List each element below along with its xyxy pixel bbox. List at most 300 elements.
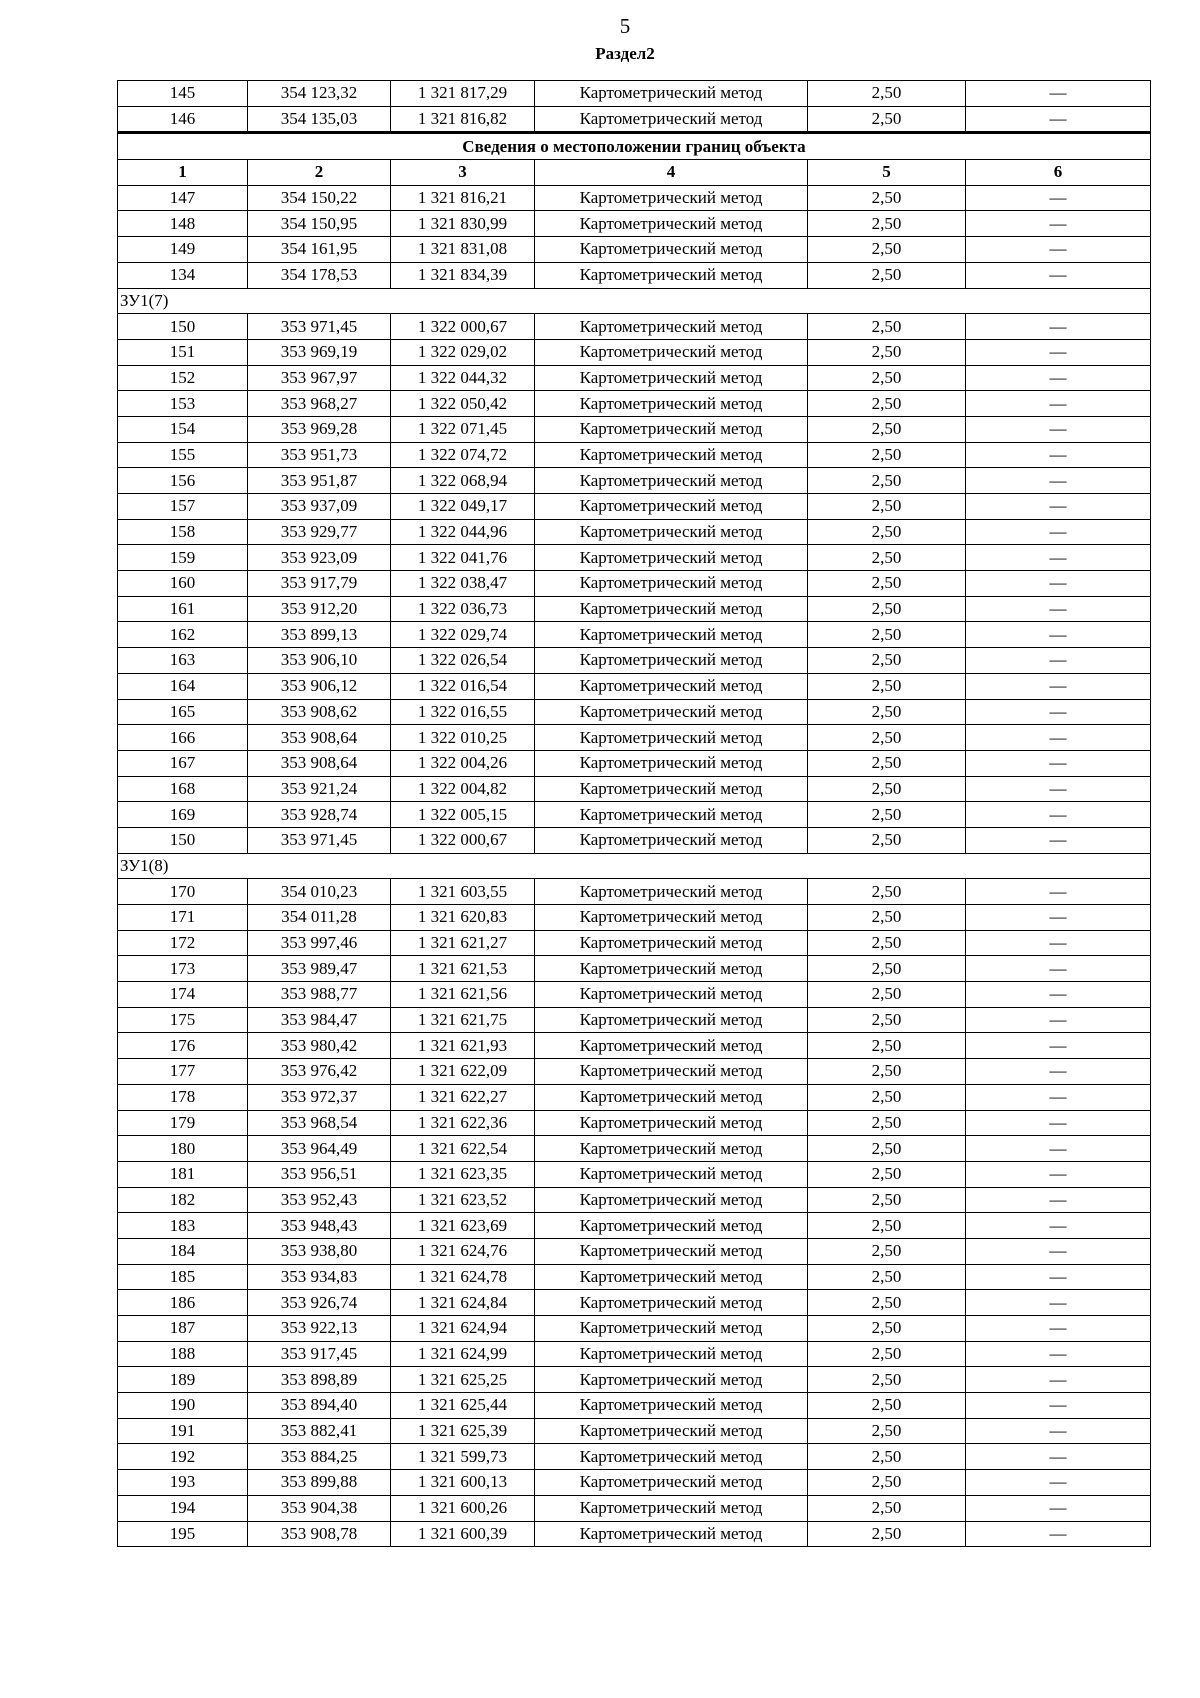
y-coordinate-cell: 1 321 600,39 [391,1521,535,1547]
description-cell: — [966,1393,1151,1419]
accuracy-cell: 2,50 [808,673,966,699]
table-row [118,905,1151,931]
accuracy-cell: 2,50 [808,905,966,931]
accuracy-cell: 2,50 [808,1084,966,1110]
description-cell: — [966,1316,1151,1342]
table-row [118,185,1151,211]
x-coordinate-cell: 353 908,62 [248,699,391,725]
method-cell: Картометрический метод [535,262,808,288]
table-row [118,571,1151,597]
y-coordinate-cell: 1 322 044,32 [391,365,535,391]
accuracy-cell: 2,50 [808,185,966,211]
point-number-cell: 159 [118,545,248,571]
description-cell: — [966,1110,1151,1136]
y-coordinate-cell: 1 321 600,26 [391,1495,535,1521]
table-row [118,1264,1151,1290]
point-number-cell: 150 [118,314,248,340]
method-cell: Картометрический метод [535,622,808,648]
accuracy-cell: 2,50 [808,1213,966,1239]
point-number-cell: 186 [118,1290,248,1316]
y-coordinate-cell: 1 322 029,02 [391,339,535,365]
y-coordinate-cell: 1 321 624,76 [391,1238,535,1264]
y-coordinate-cell: 1 322 038,47 [391,571,535,597]
point-number-cell: 187 [118,1316,248,1342]
x-coordinate-cell: 353 976,42 [248,1059,391,1085]
method-cell: Картометрический метод [535,699,808,725]
x-coordinate-cell: 354 010,23 [248,879,391,905]
y-coordinate-cell: 1 321 817,29 [391,81,535,107]
table-row [118,81,1151,107]
point-number-cell: 174 [118,982,248,1008]
x-coordinate-cell: 353 989,47 [248,956,391,982]
x-coordinate-cell: 353 964,49 [248,1136,391,1162]
section-heading: Сведения о местоположении границ объекта [118,133,1151,160]
x-coordinate-cell: 354 150,22 [248,185,391,211]
description-cell: — [966,1161,1151,1187]
description-cell: — [966,956,1151,982]
table-row [118,237,1151,263]
method-cell: Картометрический метод [535,1084,808,1110]
x-coordinate-cell: 353 984,47 [248,1007,391,1033]
table-row [118,262,1151,288]
y-coordinate-cell: 1 321 625,39 [391,1418,535,1444]
accuracy-cell: 2,50 [808,1238,966,1264]
point-number-cell: 168 [118,776,248,802]
x-coordinate-cell: 353 921,24 [248,776,391,802]
method-cell: Картометрический метод [535,81,808,107]
table-row [118,648,1151,674]
x-coordinate-cell: 353 899,88 [248,1470,391,1496]
accuracy-cell: 2,50 [808,725,966,751]
method-cell: Картометрический метод [535,314,808,340]
y-coordinate-cell: 1 321 816,21 [391,185,535,211]
y-coordinate-cell: 1 322 010,25 [391,725,535,751]
x-coordinate-cell: 353 917,79 [248,571,391,597]
accuracy-cell: 2,50 [808,827,966,853]
description-cell: — [966,442,1151,468]
accuracy-cell: 2,50 [808,1444,966,1470]
x-coordinate-cell: 354 135,03 [248,106,391,133]
y-coordinate-cell: 1 321 622,54 [391,1136,535,1162]
x-coordinate-cell: 353 967,97 [248,365,391,391]
y-coordinate-cell: 1 322 044,96 [391,519,535,545]
description-cell: — [966,81,1151,107]
point-number-cell: 162 [118,622,248,648]
table-row [118,776,1151,802]
y-coordinate-cell: 1 322 016,54 [391,673,535,699]
point-number-cell: 192 [118,1444,248,1470]
description-cell: — [966,802,1151,828]
description-cell: — [966,1007,1151,1033]
accuracy-cell: 2,50 [808,81,966,107]
x-coordinate-cell: 353 899,13 [248,622,391,648]
y-coordinate-cell: 1 322 000,67 [391,827,535,853]
accuracy-cell: 2,50 [808,1393,966,1419]
accuracy-cell: 2,50 [808,1264,966,1290]
point-number-cell: 189 [118,1367,248,1393]
accuracy-cell: 2,50 [808,211,966,237]
x-coordinate-cell: 353 948,43 [248,1213,391,1239]
table-row [118,339,1151,365]
table-row [118,1110,1151,1136]
description-cell: — [966,930,1151,956]
group-label-row [118,288,1151,314]
table-row [118,1521,1151,1547]
description-cell: — [966,185,1151,211]
description-cell: — [966,1367,1151,1393]
x-coordinate-cell: 353 898,89 [248,1367,391,1393]
description-cell: — [966,1418,1151,1444]
column-number-header: 4 [535,160,808,186]
y-coordinate-cell: 1 322 004,26 [391,750,535,776]
description-cell: — [966,699,1151,725]
method-cell: Картометрический метод [535,185,808,211]
method-cell: Картометрический метод [535,802,808,828]
table-row [118,699,1151,725]
y-coordinate-cell: 1 322 000,67 [391,314,535,340]
description-cell: — [966,1238,1151,1264]
y-coordinate-cell: 1 321 830,99 [391,211,535,237]
table-row [118,982,1151,1008]
description-cell: — [966,827,1151,853]
accuracy-cell: 2,50 [808,776,966,802]
description-cell: — [966,1084,1151,1110]
point-number-cell: 166 [118,725,248,751]
x-coordinate-cell: 353 904,38 [248,1495,391,1521]
x-coordinate-cell: 354 123,32 [248,81,391,107]
description-cell: — [966,468,1151,494]
method-cell: Картометрический метод [535,596,808,622]
y-coordinate-cell: 1 321 621,75 [391,1007,535,1033]
y-coordinate-cell: 1 321 625,44 [391,1393,535,1419]
table-row [118,416,1151,442]
x-coordinate-cell: 353 908,64 [248,725,391,751]
accuracy-cell: 2,50 [808,1110,966,1136]
description-cell: — [966,1136,1151,1162]
description-cell: — [966,1033,1151,1059]
y-coordinate-cell: 1 322 036,73 [391,596,535,622]
description-cell: — [966,365,1151,391]
table-row [118,442,1151,468]
point-number-cell: 182 [118,1187,248,1213]
column-numbers-row [118,160,1151,186]
x-coordinate-cell: 353 926,74 [248,1290,391,1316]
description-cell: — [966,750,1151,776]
x-coordinate-cell: 353 980,42 [248,1033,391,1059]
accuracy-cell: 2,50 [808,106,966,133]
table-row [118,1033,1151,1059]
y-coordinate-cell: 1 321 624,84 [391,1290,535,1316]
table-row [118,879,1151,905]
description-cell: — [966,725,1151,751]
accuracy-cell: 2,50 [808,879,966,905]
y-coordinate-cell: 1 322 041,76 [391,545,535,571]
y-coordinate-cell: 1 321 622,36 [391,1110,535,1136]
table-row [118,1444,1151,1470]
point-number-cell: 191 [118,1418,248,1444]
point-number-cell: 176 [118,1033,248,1059]
x-coordinate-cell: 353 969,28 [248,416,391,442]
column-number-header: 3 [391,160,535,186]
table-row [118,956,1151,982]
accuracy-cell: 2,50 [808,442,966,468]
x-coordinate-cell: 354 178,53 [248,262,391,288]
description-cell: — [966,1213,1151,1239]
method-cell: Картометрический метод [535,982,808,1008]
accuracy-cell: 2,50 [808,622,966,648]
accuracy-cell: 2,50 [808,1470,966,1496]
description-cell: — [966,416,1151,442]
description-cell: — [966,494,1151,520]
coordinates-table-body [118,81,1151,1547]
x-coordinate-cell: 353 968,27 [248,391,391,417]
accuracy-cell: 2,50 [808,1136,966,1162]
point-number-cell: 149 [118,237,248,263]
x-coordinate-cell: 353 917,45 [248,1341,391,1367]
accuracy-cell: 2,50 [808,339,966,365]
accuracy-cell: 2,50 [808,1033,966,1059]
method-cell: Картометрический метод [535,776,808,802]
table-row [118,314,1151,340]
point-number-cell: 171 [118,905,248,931]
y-coordinate-cell: 1 321 603,55 [391,879,535,905]
x-coordinate-cell: 353 952,43 [248,1187,391,1213]
group-label: ЗУ1(7) [118,288,1151,314]
table-row [118,211,1151,237]
method-cell: Картометрический метод [535,211,808,237]
x-coordinate-cell: 354 011,28 [248,905,391,931]
point-number-cell: 188 [118,1341,248,1367]
x-coordinate-cell: 353 937,09 [248,494,391,520]
table-row [118,1367,1151,1393]
table-row [118,673,1151,699]
y-coordinate-cell: 1 321 621,93 [391,1033,535,1059]
x-coordinate-cell: 353 912,20 [248,596,391,622]
table-row [118,1393,1151,1419]
point-number-cell: 195 [118,1521,248,1547]
point-number-cell: 181 [118,1161,248,1187]
description-cell: — [966,339,1151,365]
table-row [118,1495,1151,1521]
table-row [118,1136,1151,1162]
point-number-cell: 175 [118,1007,248,1033]
table-row [118,1213,1151,1239]
accuracy-cell: 2,50 [808,1367,966,1393]
x-coordinate-cell: 353 928,74 [248,802,391,828]
table-row [118,1238,1151,1264]
y-coordinate-cell: 1 322 016,55 [391,699,535,725]
method-cell: Картометрический метод [535,905,808,931]
description-cell: — [966,571,1151,597]
description-cell: — [966,1470,1151,1496]
accuracy-cell: 2,50 [808,237,966,263]
table-row [118,725,1151,751]
table-row [118,1470,1151,1496]
table-row [118,1187,1151,1213]
point-number-cell: 148 [118,211,248,237]
point-number-cell: 161 [118,596,248,622]
description-cell: — [966,776,1151,802]
x-coordinate-cell: 353 906,10 [248,648,391,674]
method-cell: Картометрический метод [535,545,808,571]
description-cell: — [966,596,1151,622]
table-row [118,1341,1151,1367]
point-number-cell: 147 [118,185,248,211]
accuracy-cell: 2,50 [808,416,966,442]
accuracy-cell: 2,50 [808,314,966,340]
y-coordinate-cell: 1 321 621,53 [391,956,535,982]
table-row [118,750,1151,776]
method-cell: Картометрический метод [535,648,808,674]
description-cell: — [966,673,1151,699]
y-coordinate-cell: 1 321 600,13 [391,1470,535,1496]
description-cell: — [966,211,1151,237]
x-coordinate-cell: 353 956,51 [248,1161,391,1187]
x-coordinate-cell: 353 968,54 [248,1110,391,1136]
y-coordinate-cell: 1 321 831,08 [391,237,535,263]
accuracy-cell: 2,50 [808,699,966,725]
accuracy-cell: 2,50 [808,1161,966,1187]
x-coordinate-cell: 353 923,09 [248,545,391,571]
y-coordinate-cell: 1 322 029,74 [391,622,535,648]
x-coordinate-cell: 353 938,80 [248,1238,391,1264]
y-coordinate-cell: 1 321 622,27 [391,1084,535,1110]
point-number-cell: 164 [118,673,248,699]
accuracy-cell: 2,50 [808,1418,966,1444]
point-number-cell: 194 [118,1495,248,1521]
y-coordinate-cell: 1 321 620,83 [391,905,535,931]
point-number-cell: 152 [118,365,248,391]
point-number-cell: 156 [118,468,248,494]
table-row [118,1007,1151,1033]
section-title: Раздел2 [595,44,655,63]
table-row [118,1418,1151,1444]
method-cell: Картометрический метод [535,725,808,751]
x-coordinate-cell: 353 894,40 [248,1393,391,1419]
method-cell: Картометрический метод [535,1161,808,1187]
table-row [118,1290,1151,1316]
accuracy-cell: 2,50 [808,750,966,776]
point-number-cell: 153 [118,391,248,417]
description-cell: — [966,982,1151,1008]
table-row [118,391,1151,417]
description-cell: — [966,1264,1151,1290]
method-cell: Картометрический метод [535,879,808,905]
method-cell: Картометрический метод [535,1444,808,1470]
column-number-header: 2 [248,160,391,186]
table-row [118,519,1151,545]
method-cell: Картометрический метод [535,1110,808,1136]
point-number-cell: 169 [118,802,248,828]
point-number-cell: 155 [118,442,248,468]
table-row [118,545,1151,571]
method-cell: Картометрический метод [535,237,808,263]
table-row [118,1161,1151,1187]
y-coordinate-cell: 1 322 074,72 [391,442,535,468]
x-coordinate-cell: 353 908,64 [248,750,391,776]
point-number-cell: 146 [118,106,248,133]
point-number-cell: 160 [118,571,248,597]
description-cell: — [966,905,1151,931]
description-cell: — [966,519,1151,545]
x-coordinate-cell: 354 161,95 [248,237,391,263]
group-label: ЗУ1(8) [118,853,1151,879]
method-cell: Картометрический метод [535,339,808,365]
method-cell: Картометрический метод [535,1033,808,1059]
accuracy-cell: 2,50 [808,494,966,520]
page-number: 5 [619,14,631,38]
method-cell: Картометрический метод [535,1007,808,1033]
y-coordinate-cell: 1 321 599,73 [391,1444,535,1470]
accuracy-cell: 2,50 [808,802,966,828]
accuracy-cell: 2,50 [808,391,966,417]
method-cell: Картометрический метод [535,1264,808,1290]
y-coordinate-cell: 1 322 050,42 [391,391,535,417]
coordinates-table [117,80,1151,1547]
point-number-cell: 179 [118,1110,248,1136]
accuracy-cell: 2,50 [808,1316,966,1342]
x-coordinate-cell: 353 988,77 [248,982,391,1008]
method-cell: Картометрический метод [535,1187,808,1213]
y-coordinate-cell: 1 321 623,52 [391,1187,535,1213]
point-number-cell: 180 [118,1136,248,1162]
accuracy-cell: 2,50 [808,982,966,1008]
x-coordinate-cell: 353 884,25 [248,1444,391,1470]
method-cell: Картометрический метод [535,494,808,520]
point-number-cell: 170 [118,879,248,905]
x-coordinate-cell: 353 882,41 [248,1418,391,1444]
point-number-cell: 165 [118,699,248,725]
accuracy-cell: 2,50 [808,1341,966,1367]
y-coordinate-cell: 1 321 623,35 [391,1161,535,1187]
point-number-cell: 134 [118,262,248,288]
y-coordinate-cell: 1 322 049,17 [391,494,535,520]
y-coordinate-cell: 1 321 623,69 [391,1213,535,1239]
description-cell: — [966,545,1151,571]
y-coordinate-cell: 1 321 624,78 [391,1264,535,1290]
method-cell: Картометрический метод [535,1367,808,1393]
x-coordinate-cell: 353 951,87 [248,468,391,494]
accuracy-cell: 2,50 [808,1059,966,1085]
description-cell: — [966,1495,1151,1521]
table-row [118,802,1151,828]
table-row [118,622,1151,648]
y-coordinate-cell: 1 321 622,09 [391,1059,535,1085]
point-number-cell: 183 [118,1213,248,1239]
method-cell: Картометрический метод [535,1290,808,1316]
accuracy-cell: 2,50 [808,596,966,622]
description-cell: — [966,1059,1151,1085]
description-cell: — [966,648,1151,674]
x-coordinate-cell: 353 951,73 [248,442,391,468]
description-cell: — [966,106,1151,133]
method-cell: Картометрический метод [535,930,808,956]
method-cell: Картометрический метод [535,416,808,442]
description-cell: — [966,237,1151,263]
y-coordinate-cell: 1 322 005,15 [391,802,535,828]
accuracy-cell: 2,50 [808,519,966,545]
y-coordinate-cell: 1 322 004,82 [391,776,535,802]
table-row [118,1059,1151,1085]
x-coordinate-cell: 354 150,95 [248,211,391,237]
description-cell: — [966,879,1151,905]
accuracy-cell: 2,50 [808,930,966,956]
table-row [118,596,1151,622]
accuracy-cell: 2,50 [808,956,966,982]
x-coordinate-cell: 353 934,83 [248,1264,391,1290]
x-coordinate-cell: 353 908,78 [248,1521,391,1547]
method-cell: Картометрический метод [535,519,808,545]
